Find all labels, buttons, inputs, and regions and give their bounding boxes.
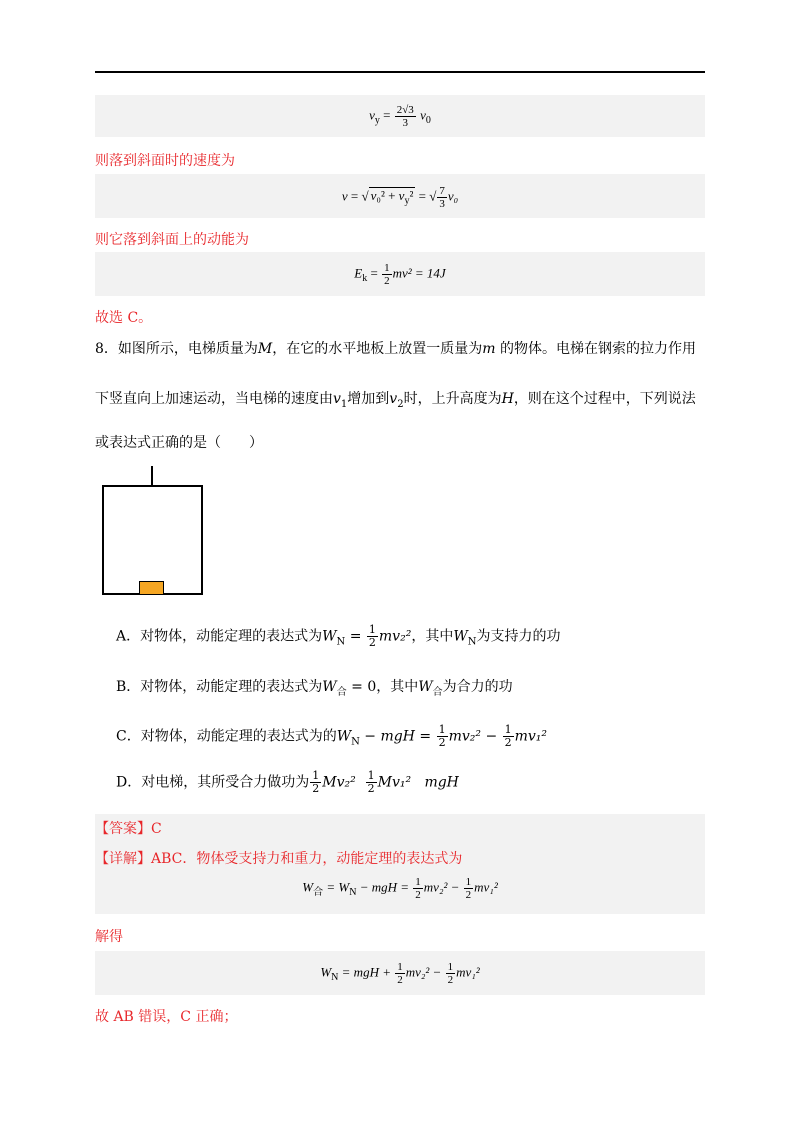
option-b: B．对物体，动能定理的表达式为$W_合 = 0$，其中$W_合$为合力的功 (116, 679, 513, 698)
question-line-3: 或表达式正确的是（ ） (95, 435, 263, 451)
equation-block-wn (95, 951, 705, 995)
equation-vy: $v_y$ = $\frac{2√3}{3}$ $v_0$ (369, 104, 431, 129)
equation-block-vy (95, 95, 705, 137)
equation-block-v (95, 174, 705, 218)
option-d: D．对电梯，其所受合力做功为 $\frac{1}{2}$ Mv₂² $\frac{1}{2}$ Mv₁² mgH (116, 769, 459, 795)
option-a: A．对物体，动能定理的表达式为$W_N$ = $\frac{1}{2}$ mv₂²，其中$W_N$为支持力的功 (116, 623, 561, 649)
equation-block-ek (95, 252, 705, 296)
text-solve: 解得 (95, 929, 123, 945)
equation-work: $W_合 = W_N$ − mgH = $\frac{1}{2}$ mv₂² − $\frac{1}{2}$ mv₁² (302, 876, 498, 901)
elevator-cable (151, 466, 153, 486)
text-ke-intro: 则它落到斜面上的动能为 (95, 232, 249, 248)
equation-wn: $W_N$ = mgH + $\frac{1}{2}$ mv₂² − $\frac{1}{2}$ mv₁² (320, 961, 480, 986)
answer-block (95, 814, 705, 914)
text-choose-c: 故选 C。 (95, 310, 153, 326)
question-line-1: 8．如图所示，电梯质量为M，在它的水平地板上放置一质量为m 的物体。电梯在钢索的拉力作用 (95, 341, 696, 357)
equation-ek: $E_k$ = $\frac{1}{2}$ mv² = 14J (354, 262, 446, 287)
equation-v: v = √ $v_0^2 + v_y^2$ = √ $\frac{7}{3}$ v₀ (341, 185, 459, 210)
header-rule (95, 71, 705, 73)
option-c: C．对物体，动能定理的表达式为的$W_N$ − mgH = $\frac{1}{2}$ mv₂² − $\frac{1}{2}$ mv₁² (116, 723, 548, 749)
elevator-diagram (102, 485, 203, 595)
object-block (139, 581, 164, 595)
question-line-2: 下竖直向上加速运动，当电梯的速度由$v_1$增加到$v_2$时，上升高度为H，则在这个过程中，下列说法 (95, 391, 696, 410)
text-conclusion: 故 AB 错误，C 正确； (95, 1009, 238, 1025)
detail-label: 【详解】ABC．物体受支持力和重力，动能定理的表达式为 (95, 851, 463, 867)
text-speed-intro: 则落到斜面时的速度为 (95, 153, 235, 169)
answer-label: 【答案】C (95, 821, 162, 837)
